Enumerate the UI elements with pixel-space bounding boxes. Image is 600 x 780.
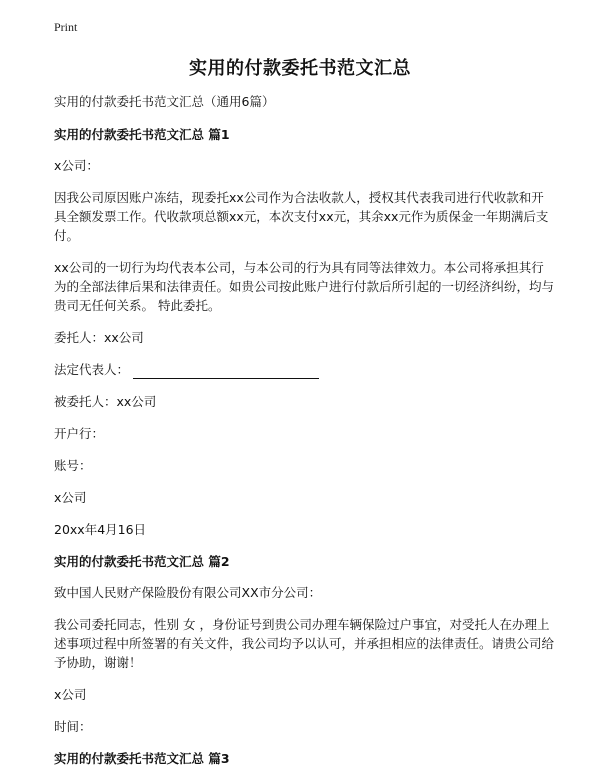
signer-2: x公司 bbox=[54, 687, 87, 702]
section-heading-1: 实用的付款委托书范文汇总 篇1 bbox=[54, 127, 230, 142]
section-heading-3: 实用的付款委托书范文汇总 篇3 bbox=[54, 751, 230, 766]
signature-blank bbox=[133, 364, 319, 379]
document-body bbox=[54, 92, 554, 780]
addressee-2: 致中国人民财产保险股份有限公司XX市分公司： bbox=[54, 585, 322, 600]
print-label: Print bbox=[54, 20, 78, 34]
date-1: 20xx年4月16日 bbox=[54, 522, 147, 537]
document-subtitle: 实用的付款委托书范文汇总（通用6篇） bbox=[54, 94, 275, 109]
agent-line: 被委托人：xx公司 bbox=[54, 394, 157, 409]
account-line: 账号： bbox=[54, 458, 92, 473]
legal-rep-line bbox=[54, 360, 554, 379]
document-title: 实用的付款委托书范文汇总 bbox=[189, 58, 411, 79]
signer-1: x公司 bbox=[54, 490, 87, 505]
principal-line: 委托人：xx公司 bbox=[54, 330, 144, 345]
paragraph-1-1: 因我公司原因账户冻结，现委托xx公司作为合法收款人，授权其代表我司进行代收款和开具全额发票工作。代收款项总额xx元，本次支付xx元，其余xx元作为质保金一年期满后支付。 bbox=[54, 190, 549, 243]
bank-line: 开户行： bbox=[54, 426, 105, 441]
paragraph-2-1: 我公司委托同志，性别 女 ，身份证号到贵公司办理车辆保险过户事宜，对受托人在办理上述事项过程中所签署的有关文件，我公司均予以认可，并承担相应的法律责任。请贵公司给予协助，谢谢！ bbox=[54, 617, 555, 670]
paragraph-1-2: xx公司的一切行为均代表本公司，与本公司的行为具有同等法律效力。本公司将承担其行为的全部法律后果和法律责任。如贵公司按此账户进行付款后所引起的一切经济纠纷，均与贵司无任何关系。 特此委托。 bbox=[54, 260, 555, 313]
addressee-1: x公司： bbox=[54, 158, 99, 173]
section-heading-2: 实用的付款委托书范文汇总 篇2 bbox=[54, 554, 230, 569]
legal-rep-label: 法定代表人： bbox=[54, 362, 130, 377]
time-line: 时间： bbox=[54, 719, 92, 734]
